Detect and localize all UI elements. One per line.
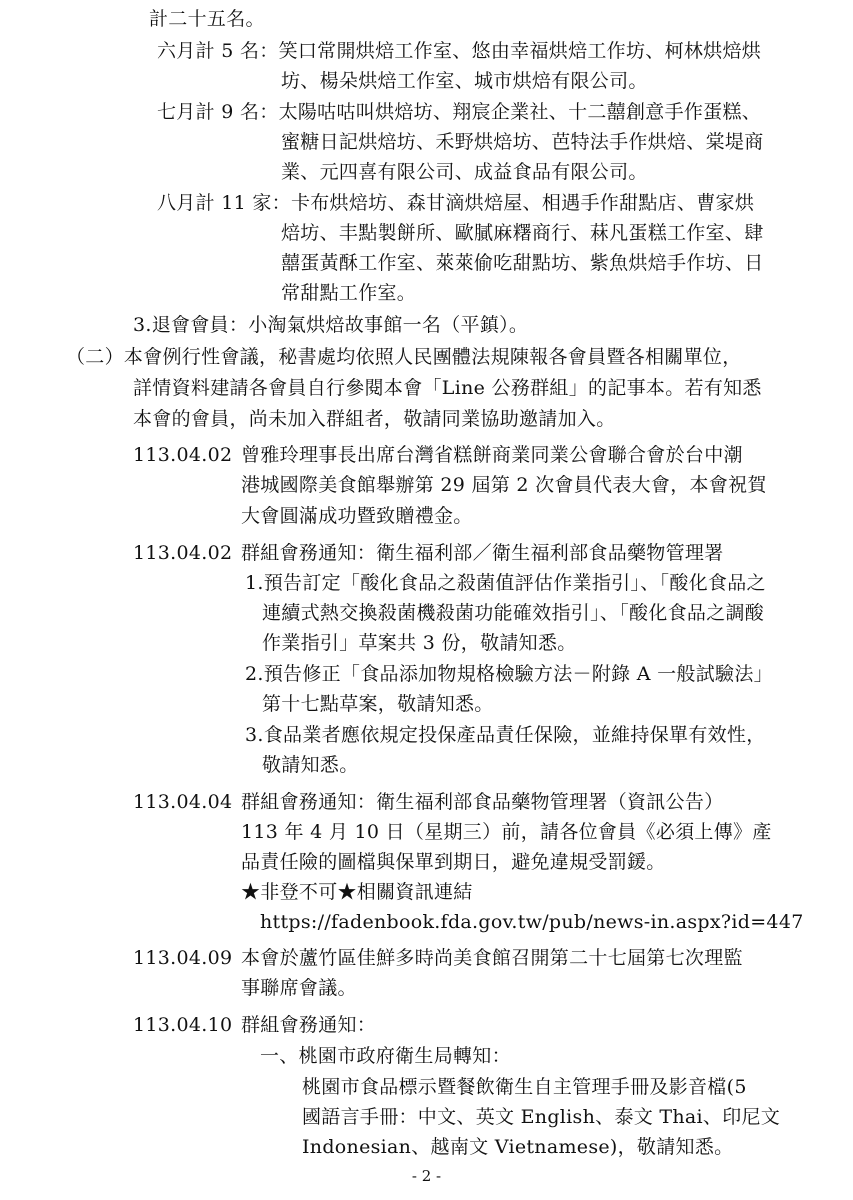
july-members-line: 七月計 9 名：太陽咕咕叫烘焙坊、翔宸企業社、十二囍創意手作蛋糕、 xyxy=(157,101,762,123)
entry-text-line: 本會於蘆竹區佳鮮多時尚美食館召開第二十七屆第七次理監 xyxy=(241,947,743,969)
august-members-line: 常甜點工作室。 xyxy=(281,282,417,304)
entry-item-line: 第十七點草案，敬請知悉。 xyxy=(262,693,494,715)
august-members-line: 焙坊、丰點製餅所、歐膩麻糬商行、菻凡蛋糕工作室、肆 xyxy=(281,222,764,244)
info-link[interactable]: https://fadenbook.fda.gov.tw/pub/news-in.aspx?id=447 xyxy=(260,911,804,933)
entry-subheading: 一、桃園市政府衛生局轉知： xyxy=(260,1045,511,1067)
july-members-line: 蜜糖日記烘焙坊、禾野烘焙坊、芭特法手作烘焙、棠堤商 xyxy=(281,131,764,153)
entry-item-line: 3.食品業者應依規定投保產品責任保險，並維持保單有效性， xyxy=(245,724,766,746)
entry-text-line: 群組會務通知：衛生福利部食品藥物管理署（資訊公告） xyxy=(241,791,724,813)
entry-text-line: 事聯席會議。 xyxy=(241,977,357,999)
entry-sub-line: 國語言手冊：中文、英文 English、泰文 Thai、印尼文 xyxy=(302,1106,781,1128)
entry-item-line: 1.預告訂定「酸化食品之殺菌值評估作業指引」、「酸化食品之 xyxy=(245,572,766,594)
entry-text-line: 品責任險的圖檔與保單到期日，避免違規受罰鍰。 xyxy=(241,851,666,873)
member-count-line: 計二十五名。 xyxy=(149,8,265,30)
page-number: - 2 - xyxy=(411,1167,442,1185)
entry-item-line: 連續式熱交換殺菌機殺菌功能確效指引」、「酸化食品之調酸 xyxy=(262,602,765,624)
entry-text-line: 群組會務通知： xyxy=(241,1014,377,1036)
entry-date: 113.04.09 xyxy=(133,947,233,969)
entry-text-line: 113 年 4 月 10 日（星期三）前，請各位會員《必須上傳》產 xyxy=(241,821,772,843)
entry-item-line: 敬請知悉。 xyxy=(262,754,359,776)
entry-text-line: ★非登不可★相關資訊連結 xyxy=(241,881,473,903)
june-members-line: 六月計 5 名：笑口常開烘焙工作室、悠由幸福烘焙工作坊、柯林烘焙烘 xyxy=(157,40,762,62)
entry-text-line: 群組會務通知：衛生福利部／衛生福利部食品藥物管理署 xyxy=(241,542,724,564)
entry-item-line: 2.預告修正「食品添加物規格檢驗方法－附錄 A 一般試驗法」 xyxy=(245,663,773,685)
entry-text-line: 港城國際美食館舉辦第 29 屆第 2 次會員代表大會，本會祝賀 xyxy=(241,474,767,496)
july-members-line: 業、元四喜有限公司、成益食品有限公司。 xyxy=(281,161,648,183)
section2-intro-line: 本會的會員，尚未加入群組者，敬請同業協助邀請加入。 xyxy=(133,408,616,430)
entry-sub-line: 桃園市食品標示暨餐飲衛生自主管理手冊及影音檔(5 xyxy=(302,1076,747,1098)
entry-date: 113.04.02 xyxy=(133,444,233,466)
august-members-line: 囍蛋黃酥工作室、萊萊偷吃甜點坊、紫魚烘焙手作坊、日 xyxy=(281,252,764,274)
entry-date: 113.04.02 xyxy=(133,542,233,564)
june-members-line: 坊、楊朵烘焙工作室、城市烘焙有限公司。 xyxy=(281,70,648,92)
withdraw-members-line: 3.退會會員：小淘氣烘焙故事館一名（平鎮）。 xyxy=(133,314,529,336)
entry-date: 113.04.04 xyxy=(133,791,233,813)
section2-intro-line: （二）本會例行性會議，秘書處均依照人民團體法規陳報各會員暨各相關單位， xyxy=(66,346,742,368)
august-members-line: 八月計 11 家：卡布烘焙坊、森甘滴烘焙屋、相遇手作甜點店、曹家烘 xyxy=(157,192,755,214)
entry-item-line: 作業指引」草案共 3 份，敬請知悉。 xyxy=(262,632,577,654)
entry-text-line: 曾雅玲理事長出席台灣省糕餅商業同業公會聯合會於台中潮 xyxy=(241,444,743,466)
entry-text-line: 大會圓滿成功暨致贈禮金。 xyxy=(241,505,473,527)
entry-sub-line: Indonesian、越南文 Vietnamese)，敬請知悉。 xyxy=(302,1136,734,1158)
section2-intro-line: 詳情資料建請各會員自行參閱本會「Line 公務群組」的記事本。若有知悉 xyxy=(133,377,762,399)
entry-date: 113.04.10 xyxy=(133,1014,233,1036)
